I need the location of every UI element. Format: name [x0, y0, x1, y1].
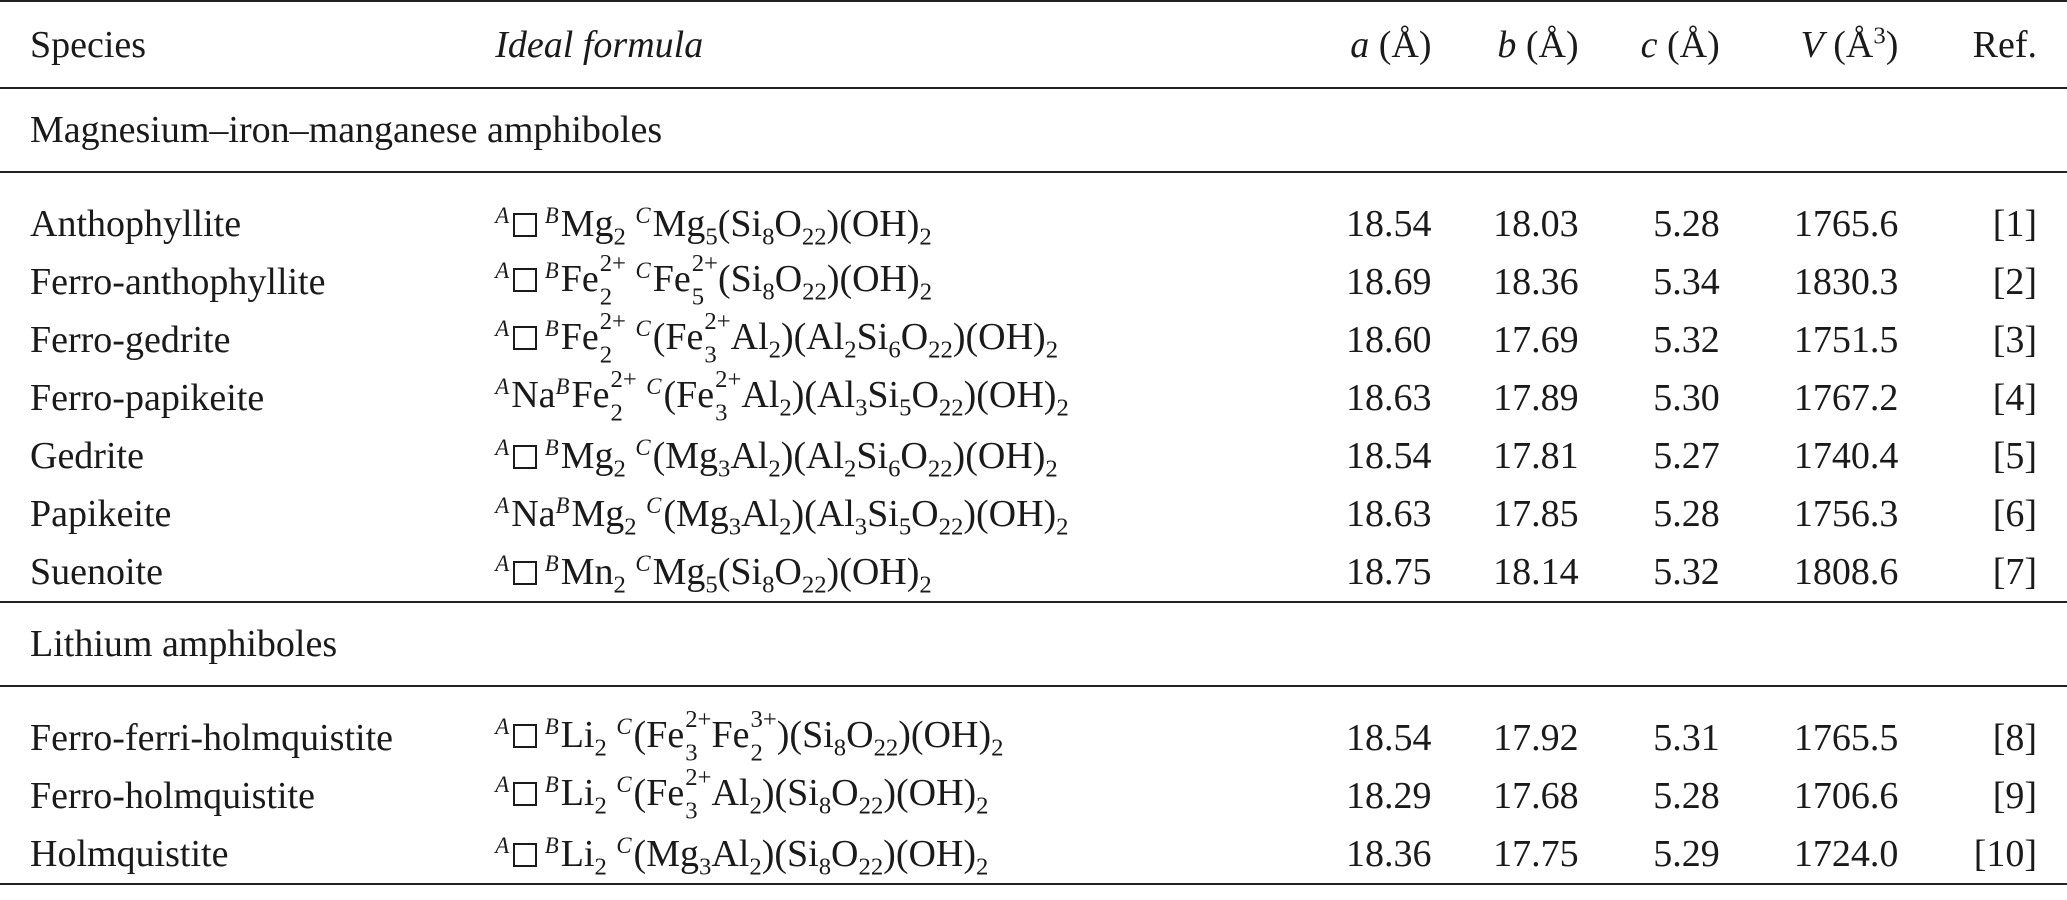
volume-cell: 1765.5	[1793, 717, 1899, 759]
table-row	[0, 543, 2067, 602]
volume-cell: 1808.6	[1793, 551, 1899, 593]
volume-cell: 1756.3	[1793, 493, 1899, 535]
table-row	[0, 195, 2067, 253]
ref-cell: [7]	[1992, 551, 2037, 593]
ref-cell: [9]	[1992, 775, 2037, 817]
header-b: b (Å)	[1432, 1, 1579, 88]
species-cell: Ferro-gedrite	[30, 319, 231, 361]
formula-cell: $^A$ $^BMg_2$ $^CMg_5(Si_8O_{22})(OH)_2$	[495, 203, 932, 251]
species-cell: Ferro-ferri-holmquistite	[30, 717, 394, 759]
volume-cell: 1740.4	[1793, 435, 1899, 477]
ref-cell: [6]	[1992, 493, 2037, 535]
c-cell: 5.31	[1653, 717, 1720, 759]
b-cell: 17.89	[1493, 377, 1579, 419]
volume-cell: 1767.2	[1793, 377, 1899, 419]
header-species: Species	[0, 1, 495, 88]
table-row	[0, 767, 2067, 825]
b-cell: 18.03	[1493, 203, 1579, 245]
table-header	[0, 1, 2067, 88]
table-row	[0, 253, 2067, 311]
header-volume: V $(Å^3)$	[1720, 1, 1899, 88]
header-formula: Ideal formula	[495, 1, 1285, 88]
species-cell: Gedrite	[30, 435, 144, 477]
a-cell: 18.54	[1346, 203, 1432, 245]
b-cell: 18.36	[1493, 261, 1579, 303]
b-cell: 17.92	[1493, 717, 1579, 759]
species-cell: Ferro-papikeite	[30, 377, 265, 419]
formula-cell: $^A$ $^BLi_2$ $^C(Mg_3Al_2)(Si_8O_{22})(OH)_2$	[495, 825, 1285, 884]
section-title-lithium: Lithium amphiboles	[0, 602, 2067, 686]
formula-cell: $^A$ $^B$Fe 2+ 2 $^C$(Fe 2+ 3 $Al_2)(Al_2Si_6O_{22})(OH)_2$	[495, 307, 1059, 369]
table-row	[0, 709, 2067, 767]
table-row	[0, 825, 2067, 884]
header-c: c (Å)	[1579, 1, 1720, 88]
species-cell: Suenoite	[30, 551, 163, 593]
volume-cell: 1751.5	[1793, 319, 1899, 361]
formula-cell: $^A$ $^BMg_2$ $^C(Mg_3Al_2)(Al_2Si_6O_{22})(OH)_2$	[495, 435, 1058, 483]
b-cell: 17.69	[1493, 319, 1579, 361]
volume-cell: 1765.6	[1793, 203, 1899, 245]
ref-cell: [4]	[1992, 377, 2037, 419]
header-row	[0, 1, 2067, 88]
ref-cell: [8]	[1992, 717, 2037, 759]
a-cell: 18.63	[1346, 493, 1432, 535]
table-body	[0, 88, 2067, 884]
section-heading	[0, 602, 2067, 686]
table-row	[0, 311, 2067, 369]
table-row	[0, 485, 2067, 543]
c-cell: 5.30	[1653, 377, 1720, 419]
b-cell: 17.68	[1493, 775, 1579, 817]
b-cell: 18.14	[1493, 551, 1579, 593]
a-cell: 18.63	[1346, 377, 1432, 419]
formula-cell: $^ANa^BFe$ 2+ 2 $^C$(Fe 2+ 3 $Al_2)(Al_3Si_5O_{22})(OH)_2$	[495, 365, 1069, 427]
ref-cell: [5]	[1992, 435, 2037, 477]
c-cell: 5.32	[1653, 551, 1720, 593]
formula-cell: $^A$ $^BLi_2$ $^C$(Fe 2+ 3 $Al_2)(Si_8O_{22})(OH)_2$	[495, 763, 989, 825]
formula-cell: $^A$ $^BLi_2$ $^C$(Fe 2+ 3 Fe 3+ 2 )$(Si_8O_{22})(OH)_2$	[495, 705, 1004, 767]
species-cell: Anthophyllite	[30, 203, 242, 245]
formula-cell: $^A$ $^B$Fe 2+ 2 $^C$Fe 2+ 5 $(Si_8O_{22})(OH)_2$	[495, 249, 933, 311]
table-row	[0, 369, 2067, 427]
formula-cell: $^A$ $^BMn_2$ $^CMg_5(Si_8O_{22})(OH)_2$	[495, 551, 932, 599]
a-cell: 18.54	[1346, 717, 1432, 759]
ref-cell: [1]	[1992, 203, 2037, 245]
ref-cell: [2]	[1992, 261, 2037, 303]
b-cell: 17.75	[1432, 825, 1579, 884]
a-cell: 18.29	[1346, 775, 1432, 817]
a-cell: 18.75	[1346, 551, 1432, 593]
species-cell: Papikeite	[30, 493, 172, 535]
volume-cell: 1830.3	[1793, 261, 1899, 303]
table-row	[0, 427, 2067, 485]
header-a: a (Å)	[1285, 1, 1431, 88]
species-cell: Ferro-anthophyllite	[30, 261, 326, 303]
c-cell: 5.29	[1579, 825, 1720, 884]
formula-cell: $^ANa^BMg_2$ $^C(Mg_3Al_2)(Al_3Si_5O_{22})(OH)_2$	[495, 493, 1069, 541]
b-cell: 17.85	[1493, 493, 1579, 535]
section-heading	[0, 88, 2067, 172]
c-cell: 5.34	[1653, 261, 1720, 303]
species-cell: Ferro-holmquistite	[30, 775, 315, 817]
ref-cell: [3]	[1992, 319, 2037, 361]
a-cell: 18.69	[1346, 261, 1432, 303]
a-cell: 18.36	[1285, 825, 1431, 884]
c-cell: 5.28	[1653, 493, 1720, 535]
header-ref: Ref.	[1898, 1, 2067, 88]
a-cell: 18.54	[1346, 435, 1432, 477]
species-cell: Holmquistite	[0, 825, 495, 884]
c-cell: 5.28	[1653, 203, 1720, 245]
section-title-mg-fe-mn: Magnesium–iron–manganese amphiboles	[0, 88, 2067, 172]
ref-cell: [10]	[1898, 825, 2067, 884]
c-cell: 5.28	[1653, 775, 1720, 817]
volume-cell: 1706.6	[1793, 775, 1899, 817]
c-cell: 5.27	[1653, 435, 1720, 477]
a-cell: 18.60	[1346, 319, 1432, 361]
volume-cell: 1724.0	[1720, 825, 1899, 884]
c-cell: 5.32	[1653, 319, 1720, 361]
b-cell: 17.81	[1493, 435, 1579, 477]
